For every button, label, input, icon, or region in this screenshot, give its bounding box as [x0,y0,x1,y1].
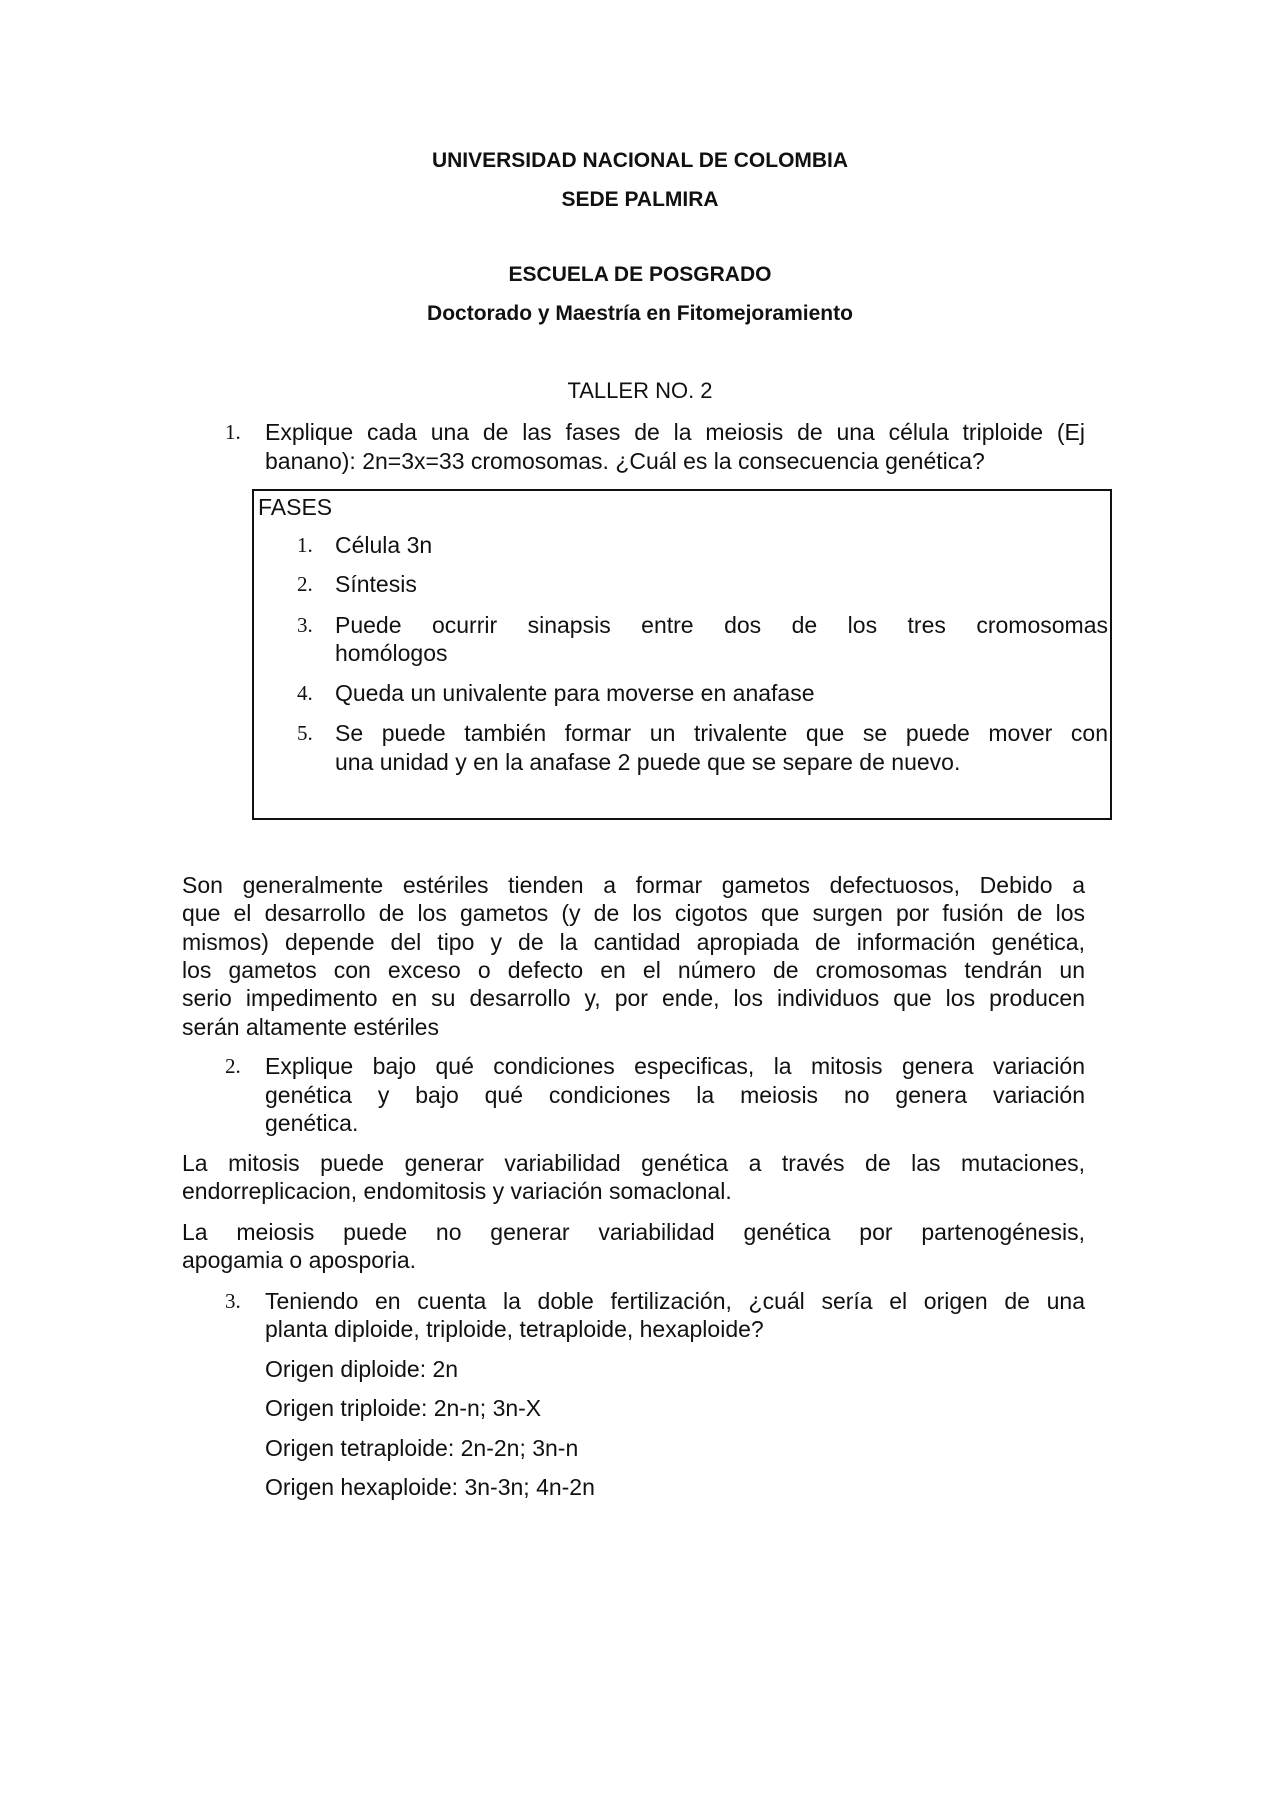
phase-1-number: 1. [297,533,313,557]
question-3-number: 3. [225,1289,241,1313]
phase-3-line-1: Puede ocurrir sinapsis entre dos de los tres cromosomas [335,612,1108,638]
phase-3-number: 3. [297,613,313,637]
campus-heading: SEDE PALMIRA [561,188,719,211]
answer-2a-line-2: endorreplicacion, endomitosis y variación somaclonal. [182,1178,732,1204]
phase-5-line-2: una unidad y en la anafase 2 puede que se separe de nuevo. [335,749,961,775]
origin-hexaploide: Origen hexaploide: 3n-3n; 4n-2n [265,1474,595,1500]
answer-1-line-4: los gametos con exceso o defecto en el número de cromosomas tendrán un [182,957,1085,983]
university-heading: UNIVERSIDAD NACIONAL DE COLOMBIA [431,149,849,172]
phase-2-number: 2. [297,572,313,596]
question-3-line-1: Teniendo en cuenta la doble fertilización, ¿cuál sería el origen de una [265,1288,1085,1314]
origin-triploide: Origen triploide: 2n-n; 3n-X [265,1395,542,1421]
phase-1-text: Célula 3n [335,532,433,558]
answer-2b-line-1: La meiosis puede no generar variabilidad genética por partenogénesis, [182,1219,1085,1245]
origin-tetraploide: Origen tetraploide: 2n-2n; 3n-n [265,1435,579,1461]
phase-5-number: 5. [297,721,313,745]
phase-4-text: Queda un univalente para moverse en anafase [335,680,815,706]
answer-1-line-1: Son generalmente estériles tienden a formar gametos defectuosos, Debido a [182,872,1085,898]
school-heading: ESCUELA DE POSGRADO [508,263,772,286]
question-1-number: 1. [225,420,241,444]
program-heading: Doctorado y Maestría en Fitomejoramiento [427,302,853,325]
phase-3-line-2: homólogos [335,640,448,666]
answer-1-line-6: serán altamente estériles [182,1014,439,1040]
origin-diploide: Origen diploide: 2n [265,1356,459,1382]
phase-4-number: 4. [297,681,313,705]
answer-1-line-5: serio impedimento en su desarrollo y, por ende, los individuos que los producen [182,985,1085,1011]
question-1-line-1: Explique cada una de las fases de la meiosis de una célula triploide (Ej [265,419,1085,445]
phase-2-text: Síntesis [335,571,417,597]
question-2-line-3: genética. [265,1110,359,1136]
question-2-line-2: genética y bajo qué condiciones la meiosis no genera variación [265,1082,1085,1108]
answer-1-line-2: que el desarrollo de los gametos (y de los cigotos que surgen por fusión de los [182,900,1085,926]
question-2-number: 2. [225,1054,241,1078]
answer-2b-line-2: apogamia o aposporia. [182,1247,416,1273]
question-3-line-2: planta diploide, triploide, tetraploide, hexaploide? [265,1316,764,1342]
phase-5-line-1: Se puede también formar un trivalente que se puede mover con [335,720,1108,746]
phases-box-title: FASES [258,494,333,520]
workshop-title: TALLER NO. 2 [567,378,713,403]
answer-1-line-3: mismos) depende del tipo y de la cantidad apropiada de información genética, [182,929,1085,955]
answer-2a-line-1: La mitosis puede generar variabilidad genética a través de las mutaciones, [182,1150,1085,1176]
question-1-line-2: banano): 2n=3x=33 cromosomas. ¿Cuál es la consecuencia genética? [265,448,985,474]
question-2-line-1: Explique bajo qué condiciones especificas, la mitosis genera variación [265,1053,1085,1079]
